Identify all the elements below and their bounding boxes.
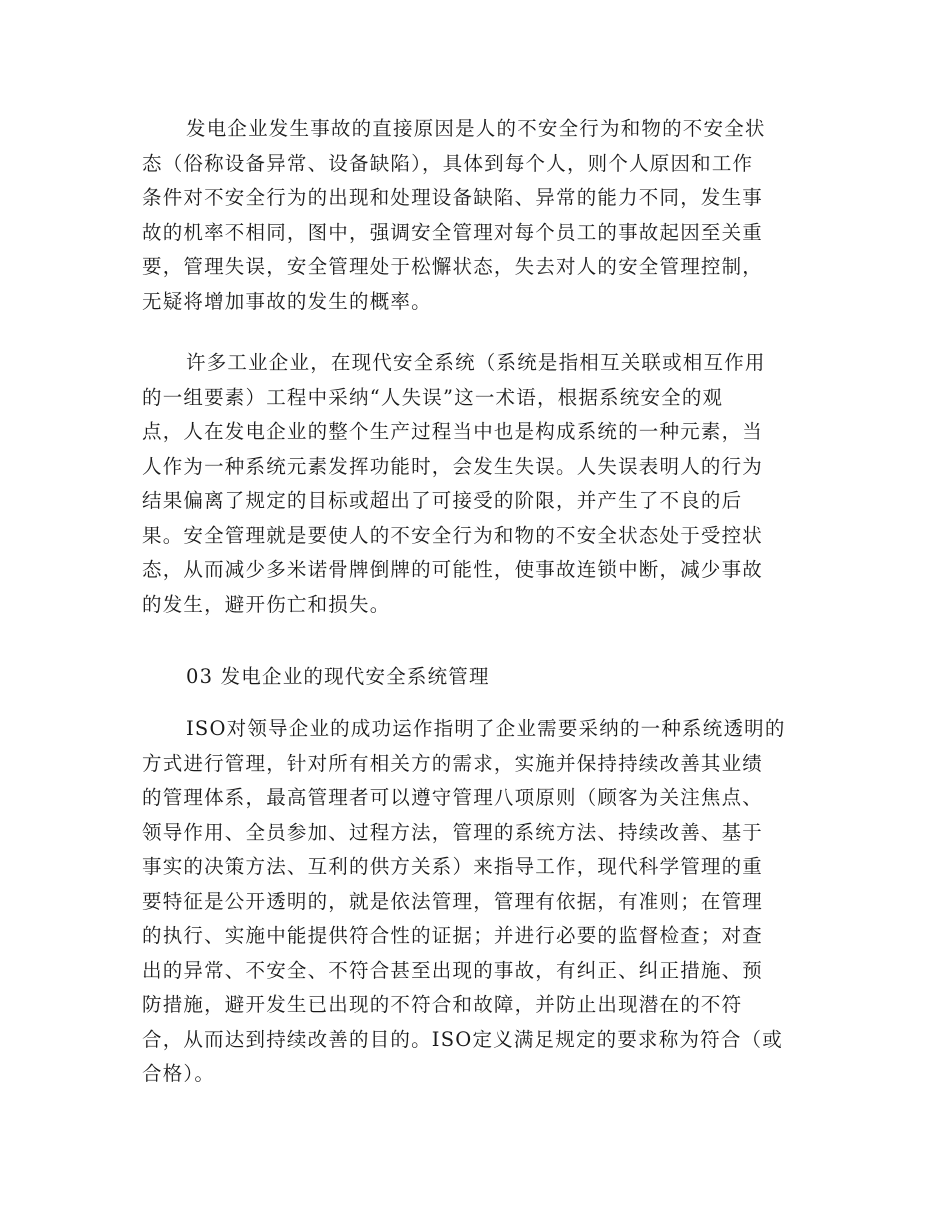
section-heading xyxy=(142,660,814,695)
text-line: 发电企业发生事故的直接原因是人的不安全行为和物的不安全状 xyxy=(186,117,766,140)
section-heading-text: 03 发电企业的现代安全系统管理 xyxy=(186,665,490,688)
text-line: 合格）。 xyxy=(142,1062,216,1085)
paragraph-human-error xyxy=(142,346,814,622)
text-line: 的管理体系，最高管理者可以遵守管理八项原则（顾客为关注焦点、 xyxy=(142,786,764,809)
text-line: 的执行、实施中能提供符合性的证据；并进行必要的监督检查；对查 xyxy=(142,924,764,947)
text-line: 无疑将增加事故的发生的概率。 xyxy=(142,289,432,313)
text-line: 态（俗称设备异常、设备缺陷），具体到每个人，则个人原因和工作 xyxy=(142,151,754,175)
text-line: 条件对不安全行为的出现和处理设备缺陷、异常的能力不同，发生事 xyxy=(142,186,764,209)
paragraph-iso-management xyxy=(142,712,814,1092)
text-line: 态，从而减少多米诺骨牌倒牌的可能性，使事故连锁中断，减少事故 xyxy=(142,558,764,581)
text-line: 的发生，避开伤亡和损失。 xyxy=(142,592,391,616)
text-line: 结果偏离了规定的目标或超出了可接受的阶限，并产生了不良的后 xyxy=(142,489,743,512)
text-line: 领导作用、全员参加、过程方法，管理的系统方法、持续改善、基于 xyxy=(142,820,764,844)
text-line: 事实的决策方法、互利的供方关系）来指导工作，现代科学管理的重 xyxy=(142,855,764,878)
text-line: 方式进行管理，针对所有相关方的需求，实施并保持持续改善其业绩 xyxy=(142,751,764,775)
text-line: 许多工业企业，在现代安全系统（系统是指相互关联或相互作用 xyxy=(186,351,766,374)
text-line: 出的异常、不安全、不符合甚至出现的事故，有纠正、纠正措施、预 xyxy=(142,958,764,982)
text-line: 要，管理失误，安全管理处于松懈状态，失去对人的安全管理控制， xyxy=(142,255,764,278)
text-line: 果。安全管理就是要使人的不安全行为和物的不安全状态处于受控状 xyxy=(142,523,764,547)
text-line: 要特征是公开透明的，就是依法管理，管理有依据，有准则；在管理 xyxy=(142,889,764,913)
text-line: 防措施，避开发生已出现的不符合和故障，并防止出现潜在的不符 xyxy=(142,993,743,1016)
text-line: 的一组要素）工程中采纳“人失误”这一术语，根据系统安全的观 xyxy=(142,385,724,409)
paragraph-accident-causes xyxy=(142,112,814,319)
text-line: 合，从而达到持续改善的目的。ISO定义满足规定的要求称为符合（或 xyxy=(142,1027,783,1051)
text-line: 人作为一种系统元素发挥功能时，会发生失误。人失误表明人的行为 xyxy=(142,454,764,478)
text-line: 故的机率不相同，图中，强调安全管理对每个员工的事故起因至关重 xyxy=(142,220,764,244)
text-line: ISO对领导企业的成功运作指明了企业需要采纳的一种系统透明的 xyxy=(186,717,786,740)
text-line: 点，人在发电企业的整个生产过程当中也是构成系统的一种元素，当 xyxy=(142,420,764,443)
